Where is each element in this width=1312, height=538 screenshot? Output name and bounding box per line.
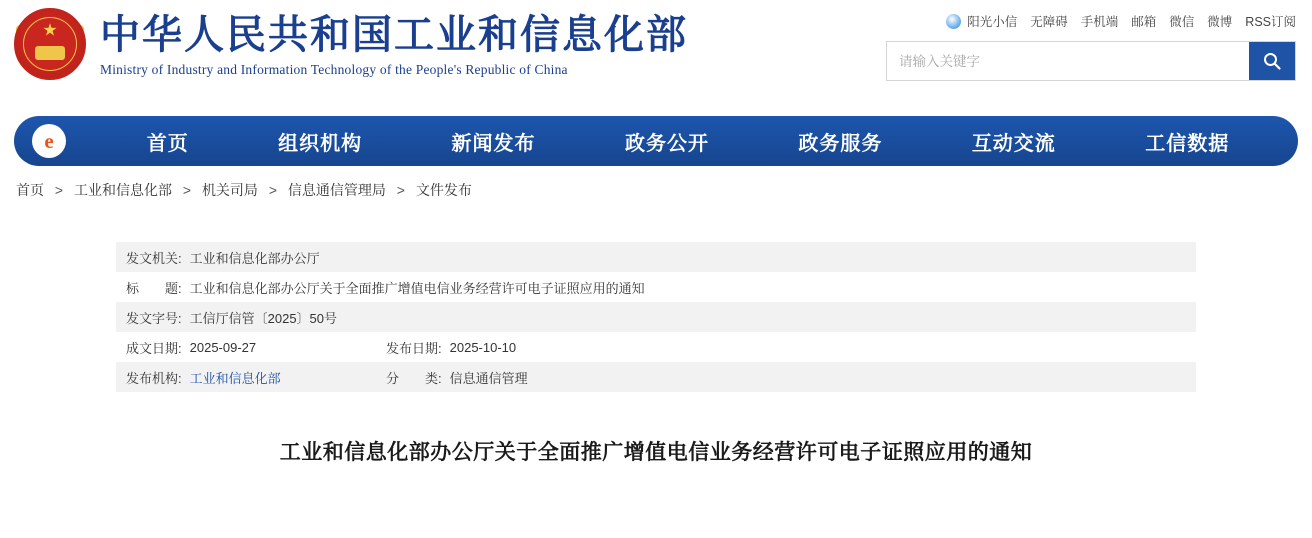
breadcrumb-item-miit[interactable]: 工业和信息化部 <box>73 182 172 198</box>
nav-item-org[interactable]: 组织机构 <box>278 132 363 155</box>
meta-value-publish-date: 2025-10-10 <box>449 339 517 355</box>
document-meta-table <box>116 242 1196 392</box>
breadcrumb-separator: > <box>396 182 405 198</box>
nav-item-home[interactable]: 首页 <box>146 132 189 155</box>
breadcrumb <box>0 166 1312 200</box>
top-link-sunshine[interactable]: 阳光小信 <box>967 15 1018 29</box>
meta-row-issuing-agency <box>116 242 1196 272</box>
document-title: 工业和信息化部办公厅关于全面推广增值电信业务经营许可电子证照应用的通知 <box>279 441 1033 464</box>
meta-cell-issued-date <box>126 338 386 357</box>
nav-item-news[interactable]: 新闻发布 <box>451 132 536 155</box>
nav-item-services[interactable]: 政务服务 <box>798 132 883 155</box>
breadcrumb-item-bureau[interactable]: 信息通信管理局 <box>287 182 386 198</box>
meta-row-dates <box>116 332 1196 362</box>
meta-label-publisher: 发布机构: <box>126 370 182 386</box>
search-icon <box>1262 51 1282 71</box>
meta-value-issuing-agency: 工业和信息化部办公厅 <box>189 250 320 266</box>
nav-item-interact[interactable]: 互动交流 <box>971 132 1056 155</box>
breadcrumb-separator: > <box>182 182 192 198</box>
breadcrumb-item-home[interactable]: 首页 <box>16 182 44 198</box>
nav-items <box>102 127 1274 156</box>
site-header <box>0 0 1312 108</box>
main-nav-wrapper <box>0 108 1312 166</box>
breadcrumb-separator: > <box>54 182 64 198</box>
national-emblem-icon: ★ <box>14 8 86 80</box>
top-link-accessibility[interactable]: 无障碍 <box>1030 15 1068 29</box>
meta-row-publisher-category <box>116 362 1196 392</box>
site-title-cn: 中华人民共和国工业和信息化部 <box>100 12 688 57</box>
meta-row-doc-number <box>116 302 1196 332</box>
sun-icon <box>946 14 961 29</box>
site-title-en: Ministry of Industry and Information Technology of the People's Republic of China <box>100 62 568 77</box>
meta-value-issued-date: 2025-09-27 <box>189 339 257 355</box>
meta-label-doc-number: 发文字号: <box>126 310 182 326</box>
meta-value-category: 信息通信管理 <box>449 370 528 386</box>
search-button[interactable] <box>1249 42 1295 80</box>
top-link-mail[interactable]: 邮箱 <box>1131 15 1157 29</box>
top-link-weibo[interactable]: 微博 <box>1207 15 1233 29</box>
nav-item-data[interactable]: 工信数据 <box>1145 132 1230 155</box>
breadcrumb-item-depts[interactable]: 机关司局 <box>201 182 258 198</box>
header-utilities <box>886 0 1296 81</box>
meta-label-category: 分 类: <box>386 370 442 386</box>
meta-label-issued-date: 成文日期: <box>126 340 182 356</box>
top-link-rss[interactable]: RSS订阅 <box>1245 15 1296 29</box>
search-bar <box>886 41 1296 81</box>
breadcrumb-separator: > <box>268 182 278 198</box>
nav-item-disclosure[interactable]: 政务公开 <box>624 132 709 155</box>
meta-value-doc-number: 工信厅信管〔2025〕50号 <box>189 310 338 326</box>
meta-label-issuing-agency: 发文机关: <box>126 250 182 266</box>
main-nav <box>14 116 1298 166</box>
meta-cell-publish-date <box>386 338 516 357</box>
meta-cell-category <box>386 368 528 387</box>
meta-value-title: 工业和信息化部办公厅关于全面推广增值电信业务经营许可电子证照应用的通知 <box>189 280 645 296</box>
meta-cell-publisher <box>126 368 386 387</box>
top-links <box>886 10 1296 32</box>
meta-label-publish-date: 发布日期: <box>386 340 442 356</box>
meta-value-publisher[interactable]: 工业和信息化部 <box>189 370 281 386</box>
top-link-wechat[interactable]: 微信 <box>1169 15 1195 29</box>
brand-text <box>100 10 688 78</box>
nav-logo-text: e <box>44 128 54 153</box>
meta-row-title <box>116 272 1196 302</box>
top-link-mobile[interactable]: 手机端 <box>1080 15 1119 29</box>
search-input[interactable] <box>887 42 1249 80</box>
nav-logo-icon[interactable] <box>32 124 66 158</box>
site-brand[interactable] <box>0 0 688 80</box>
meta-label-title: 标 题: <box>126 280 182 296</box>
breadcrumb-item-documents[interactable]: 文件发布 <box>415 182 472 198</box>
